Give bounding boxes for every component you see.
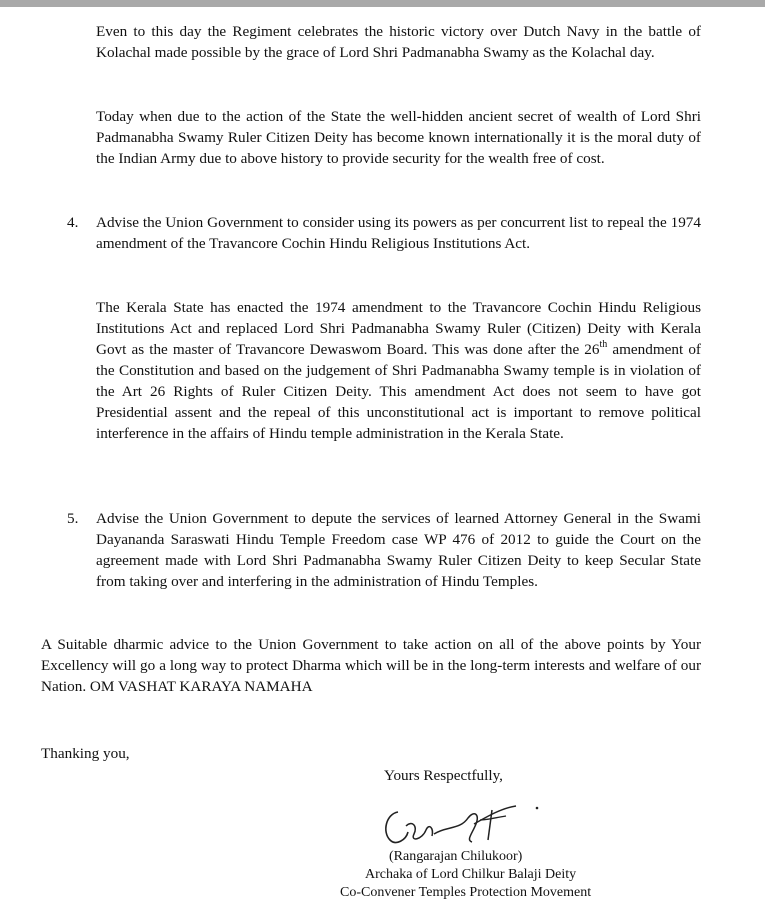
signatory-title-archaka: Archaka of Lord Chilkur Balaji Deity bbox=[365, 867, 577, 882]
handwritten-signature bbox=[376, 796, 551, 852]
paragraph-army-security: Today when due to the action of the State the well-hidden ancient secret of wealth of Lord Shri Padmanabha Swamy Ruler Citizen Deity has become known internationally it is the moral duty of the Indian Army due to above history to provide security for the wealth free of cost. bbox=[96, 108, 701, 167]
top-border-bar bbox=[0, 0, 765, 7]
paragraph-kerala-amendment-part2: amendment of the Constitution and based on the judgement of Shri Padmanabha Swamy temple is in violation of the Art 26 Rights of Ruler Citizen Deity. This amendment Act does not seem to have got Presidential assent and the repeal of this unconstitutional act is important to remove political interference in the affairs of Hindu temple administration in the Kerala State. bbox=[96, 341, 701, 442]
paragraph-kolachal-day: Even to this day the Regiment celebrates the historic victory over Dutch Navy in the battle of Kolachal made possible by the grace of Lord Shri Padmanabha Swamy as the Kolachal day. bbox=[96, 23, 701, 61]
signatory-name: (Rangarajan Chilukoor) bbox=[389, 849, 523, 864]
paragraph-closing: A Suitable dharmic advice to the Union Government to take action on all of the above points by Your Excellency will go a long way to protect Dharma which will be in the long-term interests and welfare of our Nation. OM VASHAT KARAYA NAMAHA bbox=[41, 636, 701, 695]
thanking-line: Thanking you, bbox=[41, 745, 130, 762]
list-number-4: 4. bbox=[67, 214, 79, 231]
list-item-5-text: Advise the Union Government to depute the services of learned Attorney General in the Swami Dayananda Saraswati Hindu Temple Freedom case WP 476 of 2012 to guide the Court on the agreement made with Lord Shri Padmanabha Swamy Ruler Citizen Deity to keep Secular State from taking over and interfering in the administration of Hindu Temples. bbox=[96, 510, 701, 590]
signatory-title-convener: Co-Convener Temples Protection Movement bbox=[340, 885, 592, 900]
paragraph-kerala-amendment bbox=[96, 297, 701, 444]
superscript-th: th bbox=[599, 338, 608, 350]
list-item-4-text: Advise the Union Government to consider using its powers as per concurrent list to repeal the 1974 amendment of the Travancore Cochin Hindu Religious Institutions Act. bbox=[96, 214, 701, 252]
yours-respectfully: Yours Respectfully, bbox=[384, 767, 503, 784]
paragraph-kerala-amendment-part1: The Kerala State has enacted the 1974 amendment to the Travancore Cochin Hindu Religious Institutions Act and replaced Lord Shri Padmanabha Swamy Ruler (Citizen) Deity with Kerala Govt as the master of Travancore Dewaswom Board. This was done after the 26 bbox=[96, 299, 701, 358]
list-number-5: 5. bbox=[67, 510, 79, 527]
